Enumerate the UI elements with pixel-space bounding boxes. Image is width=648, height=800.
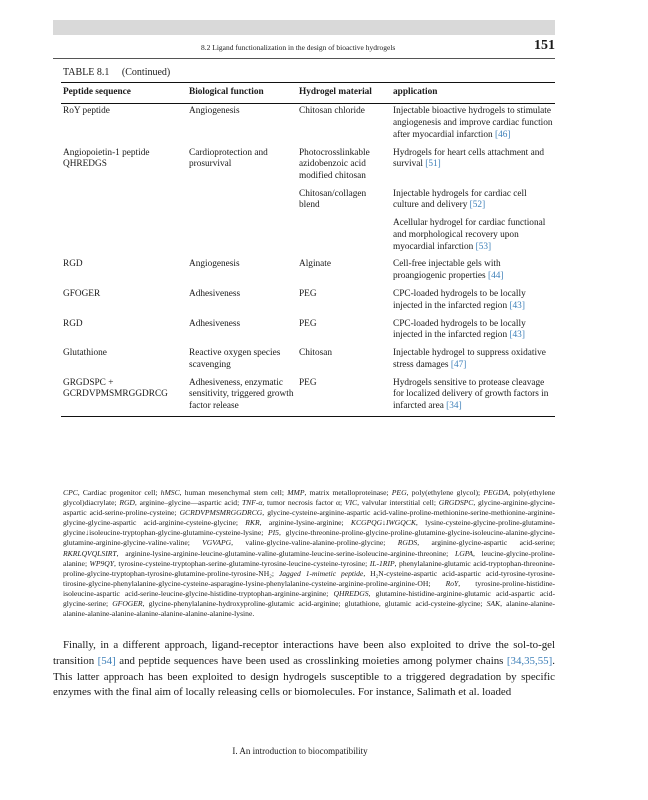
footnote-abbr: QHREDGS bbox=[333, 588, 369, 598]
citation-link[interactable]: [47] bbox=[450, 359, 467, 370]
footnote-abbr: GRGDSPC bbox=[438, 498, 474, 508]
running-title: 8.2 Ligand functionalization in the design of bioactive hydrogels bbox=[201, 43, 396, 52]
footnote-def: Cardiac progenitor cell bbox=[82, 488, 156, 497]
footnote-def: valine-glycine-valine-alanine-proline-glycine bbox=[245, 538, 384, 548]
table-footnote: CPC, Cardiac progenitor cell; hMSC, human mesenchymal stem cell; MMP, matrix metalloproteinase; PEG, poly(ethylene glycol); PEGDA, poly(ethylene glycol)diacrylate; RGD, arginine–glycine—aspartic acid; TNF-α, tumor necrosis factor α; VIC, valvular interstitial cell; GRGDSPC, glycine-arginine-glycine-aspartic acid-serine-proline-cysteine; GCRDVPMSMRGGDRCG, glycine-cysteine-arginine-aspartic acid-valine-proline-methionine-serine-methionine-arginine-glycine-glycine-aspartic acid-arginine-cysteine-glycine; RKR, arginine-lysine-arginine; KCGPQG↓IWGQCK, lysine-cysteine-glycine-proline-glutamine-glycine↓isoleucine-tryptophan-glycine-glutamine-cysteine-lysine; PI5, glycine-threonine-proline-glycine-proline-glutamine-glycine-isoleucine-alanine-glycine-glutamine-arginine-glycine-valine-valine; VGVAPG, valine-glycine-valine-alanine-proline-glycine; RGDS, arginine-glycine-aspartic acid-serine; RKRLQVQLSIRT, arginine-lysine-arginine-leucine-glutamine-valine-glutamine-leucine-serine-isoleucine-arginine-threonine; LGPA, leucine-glycine-proline-alanine; WP9QY, tyrosine-cysteine-tryptophan-serine-glutamine-tyrosine-leucine-cysteine-tyrosine; IL-1RIP, phenylalanine-glutamic acid-tryptophan-threonine-proline-glycine-tryptophan-tyrosine-glutamine-proline-tyrosine-NH₂; Jagged 1-mimetic peptide, H₂N-cysteine-aspartic acid-aspartic acid-tyrosine-tyrosine-tirosine-glycine-phenylalanine-glycine-cysteine-asparagine-lysine-phenylalanine-cysteine-arginine-proline-arginine-OH; RoY, tyrosine-proline-histidine-isoleucine-aspartic acid-serine-leucine-glycine-histidine-tryptophan-arginine-arginine; QHREDGS, glutamine-histidine-arginine-glutamic acid-aspartic acid-glycine-serine; GFOGER, glycine-phenylalanine-hydroxyproline-glutamic acid-arginine; glutathione, glutamic acid-cysteine-glycine; SAK, alanine-alanine-alanine-alanine-alanine-alanine-alanine-alanine-alanine-lysine. bbox=[63, 488, 556, 619]
footnote-def: arginine–glycine—aspartic acid bbox=[139, 498, 238, 508]
cell-function bbox=[187, 316, 297, 346]
cell-material-text: Chitosan bbox=[299, 348, 333, 359]
cell-function bbox=[187, 103, 297, 145]
footnote-def: tyrosine-cysteine-tryptophan-serine-glutamine-tyrosine-leucine-cysteine-tyrosine bbox=[118, 558, 366, 568]
table-header-row bbox=[61, 83, 555, 104]
footnote-abbr: GCRDVPMSMRGGDRCG bbox=[179, 508, 263, 518]
cell-application bbox=[391, 316, 555, 346]
footnote-def: phenylalanine-glutamic acid-tryptophan-threonine-proline-glycine-tryptophan-tyrosine-glutamine-proline-tyrosine-NH₂ bbox=[63, 558, 556, 578]
footnote-abbr: RGDS bbox=[397, 538, 418, 548]
footnote-def: tyrosine-proline-histidine-isoleucine-aspartic acid-serine-leucine-glycine-histidine-tryptophan-arginine-arginine bbox=[63, 578, 556, 598]
cell-function bbox=[187, 345, 297, 375]
cell-peptide-text: Glutathione bbox=[63, 348, 107, 359]
footnote-def: glycine-cysteine-arginine-aspartic acid-valine-proline-methionine-serine-methionine-arginine-glycine-glycine-aspartic acid-arginine-cysteine-glycine bbox=[63, 508, 556, 528]
cell-application bbox=[391, 345, 555, 375]
cell-peptide-text: RGD bbox=[63, 318, 83, 329]
footnote-def: H₂N-cysteine-aspartic acid-aspartic acid-tyrosine-tyrosine-tirosine-glycine-phenylalanine-glycine-cysteine-asparagine-lysine-phenylalanine-cysteine-arginine-proline-arginine-OH bbox=[63, 568, 555, 588]
footnote-abbr: VIC bbox=[344, 498, 358, 508]
cell-peptide bbox=[61, 286, 187, 316]
cell-peptide bbox=[61, 103, 187, 145]
footnote-def: alanine-alanine-alanine-alanine-alanine-alanine-alanine-alanine-alanine-lysine. bbox=[63, 599, 555, 619]
footnote-def: poly(ethylene glycol)diacrylate bbox=[63, 488, 556, 508]
cell-peptide-text: Angiopoietin-1 peptide QHREDGS bbox=[63, 147, 150, 170]
cell-material bbox=[297, 316, 391, 346]
cell-application bbox=[391, 103, 555, 145]
header-rule bbox=[53, 58, 555, 59]
cell-function bbox=[187, 186, 297, 216]
cell-material-text: Chitosan/collagen blend bbox=[299, 188, 367, 211]
cell-function bbox=[187, 286, 297, 316]
citation-link[interactable]: [44] bbox=[488, 271, 504, 282]
cell-material-text: Chitosan chloride bbox=[299, 106, 365, 117]
citation-link[interactable]: [46] bbox=[494, 129, 511, 140]
cell-application-text: CPC-loaded hydrogels to be locally injected in the infarcted region bbox=[393, 289, 526, 311]
table-label: TABLE 8.1 bbox=[63, 67, 110, 78]
cell-function-text: Adhesiveness bbox=[189, 289, 241, 300]
cell-material bbox=[297, 345, 391, 375]
footnote-def: lysine-cysteine-glycine-proline-glutamine-glycine↓isoleucine-tryptophan-glycine-glutamine-cysteine-lysine bbox=[63, 518, 556, 538]
cell-material bbox=[297, 257, 391, 287]
citation-link[interactable]: [51] bbox=[425, 159, 441, 170]
page-number: 151 bbox=[534, 38, 555, 53]
table-row bbox=[61, 286, 555, 316]
footnote-abbr: RKRLQVQLSIRT bbox=[63, 548, 117, 558]
col-header-material: Hydrogel material bbox=[297, 83, 391, 104]
footnote-abbr: PEGDA bbox=[483, 488, 509, 497]
col-header-function: Biological function bbox=[187, 83, 297, 104]
cell-material bbox=[297, 103, 391, 145]
cell-function-text: Reactive oxygen species scavenging bbox=[189, 348, 281, 370]
cell-material-text: PEG bbox=[299, 318, 317, 329]
footnote-abbr: WP9QY bbox=[89, 558, 115, 568]
cell-application bbox=[391, 257, 555, 287]
cell-application-text: Hydrogels for heart cells attachment and survival bbox=[393, 147, 545, 170]
data-table bbox=[61, 82, 555, 417]
running-head bbox=[53, 38, 555, 58]
cell-peptide bbox=[61, 257, 187, 287]
cell-function bbox=[187, 145, 297, 186]
cell-material bbox=[297, 186, 391, 216]
footnote-abbr: hMSC bbox=[160, 488, 180, 497]
cell-function-text: Angiogenesis bbox=[189, 106, 240, 117]
footnote-abbr: PEG bbox=[391, 488, 407, 497]
footnote-def: arginine-lysine-arginine-leucine-glutamine-valine-glutamine-leucine-serine-isoleucine-arginine-threonine bbox=[125, 548, 447, 558]
footnote-abbr: GFOGER bbox=[112, 599, 143, 609]
cell-function bbox=[187, 375, 297, 417]
cell-application bbox=[391, 375, 555, 417]
citation-link[interactable]: [53] bbox=[475, 241, 492, 252]
paragraph-text: Finally, in a different approach, ligand-receptor interactions have been also exploited to drive the sol-to-gel transition bbox=[53, 639, 555, 667]
footnote-abbr: CPC bbox=[63, 488, 78, 497]
cell-application-text: Injectable hydrogels for cardiac cell culture and delivery bbox=[393, 188, 527, 211]
footnote-abbr: SAK bbox=[486, 599, 501, 609]
cell-material bbox=[297, 286, 391, 316]
table-row bbox=[61, 316, 555, 346]
cell-function-text: Angiogenesis bbox=[189, 259, 240, 270]
cell-function-text: Adhesiveness bbox=[189, 318, 241, 329]
footnote-def: matrix metalloproteinase bbox=[309, 488, 387, 497]
cell-material bbox=[297, 216, 391, 257]
footnote-abbr: RKR bbox=[245, 518, 260, 528]
cell-peptide-text: RGD bbox=[63, 259, 83, 270]
col-header-peptide: Peptide sequence bbox=[61, 83, 187, 104]
cell-function-text: Cardioprotection and prosurvival bbox=[189, 147, 268, 170]
footnote-def: glutamine-histidine-arginine-glutamic acid-aspartic acid-glycine-serine bbox=[63, 588, 555, 609]
cell-material-text: Photocrosslinkable azidobenzoic acid modified chitosan bbox=[299, 147, 370, 181]
cell-peptide-text: RoY peptide bbox=[63, 106, 110, 117]
footnote-abbr: MMP bbox=[287, 488, 305, 497]
cell-application-text: Hydrogels sensitive to protease cleavage for localized delivery of growth factors in infarcted area bbox=[393, 377, 549, 411]
citation-link[interactable]: [54] bbox=[97, 654, 116, 667]
cell-application-text: Acellular hydrogel for cardiac functional and morphological recovery upon myocardial infarction bbox=[393, 218, 546, 252]
footnote-def: valvular interstitial cell bbox=[361, 498, 434, 508]
cell-application bbox=[391, 145, 555, 186]
cell-function-text: Adhesiveness, enzymatic sensitivity, triggered growth factor release bbox=[189, 377, 294, 411]
footnote-def: tumor necrosis factor α bbox=[267, 498, 340, 508]
footnote-abbr: RoY bbox=[445, 578, 459, 588]
citation-link[interactable]: [52] bbox=[469, 200, 486, 211]
page-footer: I. An introduction to biocompatibility bbox=[232, 746, 368, 756]
footnote-abbr: LGPA bbox=[454, 548, 473, 558]
table-continued: (Continued) bbox=[121, 67, 171, 78]
footnote-def: glycine-phenylalanine-hydroxyproline-glutamic acid-arginine; glutathione, glutamic acid-cysteine-glycine bbox=[148, 599, 481, 609]
cell-peptide bbox=[61, 375, 187, 417]
footnote-def: glycine-threonine-proline-glycine-proline-glutamine-glycine-isoleucine-alanine-glycine-glutamine-arginine-glycine-valine-valine bbox=[63, 528, 555, 548]
cell-peptide bbox=[61, 145, 187, 186]
cell-material-text: PEG bbox=[299, 377, 317, 388]
footnote-abbr: PI5 bbox=[268, 528, 279, 538]
cell-peptide bbox=[61, 316, 187, 346]
footnote-def: human mesenchymal stem cell bbox=[184, 488, 282, 497]
body-paragraph bbox=[53, 638, 555, 701]
citation-link[interactable]: [43] bbox=[509, 300, 525, 311]
footnote-abbr: Jagged 1-mimetic peptide bbox=[278, 568, 364, 578]
footnote-def: leucine-glycine-proline-alanine bbox=[63, 548, 555, 568]
paragraph-text: . This latter approach has been exploited to design hydrogels susceptible to a triggered degradation by specific enzymes with the final aim of locally releasing cells or biomolecules. For instance, Salimath et al. loaded bbox=[53, 654, 555, 699]
footnote-abbr: KCGPQG↓IWGQCK bbox=[350, 518, 416, 528]
cell-material-text: Alginate bbox=[299, 259, 332, 270]
table-row bbox=[61, 345, 555, 375]
cell-application-text: Cell-free injectable gels with proangiogenic properties bbox=[393, 259, 501, 282]
footnote-def: arginine-lysine-arginine bbox=[268, 518, 342, 528]
table-row bbox=[61, 145, 555, 186]
citation-link[interactable]: [43] bbox=[509, 330, 525, 341]
table-row bbox=[61, 103, 555, 145]
cell-application-text: Injectable hydrogel to suppress oxidative stress damages bbox=[393, 348, 546, 370]
cell-application bbox=[391, 216, 555, 257]
cell-peptide bbox=[61, 216, 187, 257]
footnote-abbr: VGVAPG bbox=[202, 538, 232, 548]
footnote-def: poly(ethylene glycol) bbox=[411, 488, 479, 497]
table-row bbox=[61, 216, 555, 257]
table-row bbox=[61, 257, 555, 287]
cell-application bbox=[391, 186, 555, 216]
cell-application-text: Injectable bioactive hydrogels to stimulate angiogenesis and improve cardiac function after myocardial infarction bbox=[393, 106, 553, 140]
cell-material bbox=[297, 145, 391, 186]
cell-material bbox=[297, 375, 391, 417]
cell-peptide bbox=[61, 345, 187, 375]
footnote-def: glycine-arginine-glycine-aspartic acid-serine-proline-cysteine bbox=[63, 498, 556, 518]
col-header-application: application bbox=[391, 83, 555, 104]
cell-function bbox=[187, 216, 297, 257]
citation-link[interactable]: [34] bbox=[446, 400, 462, 411]
citation-link[interactable]: [34,35,55] bbox=[506, 654, 553, 667]
table-row bbox=[61, 186, 555, 216]
cell-application bbox=[391, 286, 555, 316]
cell-application-text: CPC-loaded hydrogels to be locally injected in the infarcted region bbox=[393, 318, 526, 341]
paragraph-text: and peptide sequences have been used as crosslinking moieties among polymer chains bbox=[115, 654, 507, 667]
table-row bbox=[61, 375, 555, 417]
footnote-abbr: RGD bbox=[119, 498, 135, 508]
cell-peptide bbox=[61, 186, 187, 216]
cell-function bbox=[187, 257, 297, 287]
footnote-abbr: IL-1RIP bbox=[369, 558, 395, 568]
cell-material-text: PEG bbox=[299, 289, 317, 300]
table-caption bbox=[63, 67, 170, 78]
footnote-def: arginine-glycine-aspartic acid-serine bbox=[431, 538, 553, 548]
footnote-abbr: TNF-α bbox=[241, 498, 263, 508]
cell-peptide-text: GFOGER bbox=[63, 289, 101, 300]
cell-peptide-text: GRGDSPC + GCRDVPMSMRGGDRCG bbox=[63, 377, 168, 400]
top-header-bar bbox=[53, 20, 555, 35]
